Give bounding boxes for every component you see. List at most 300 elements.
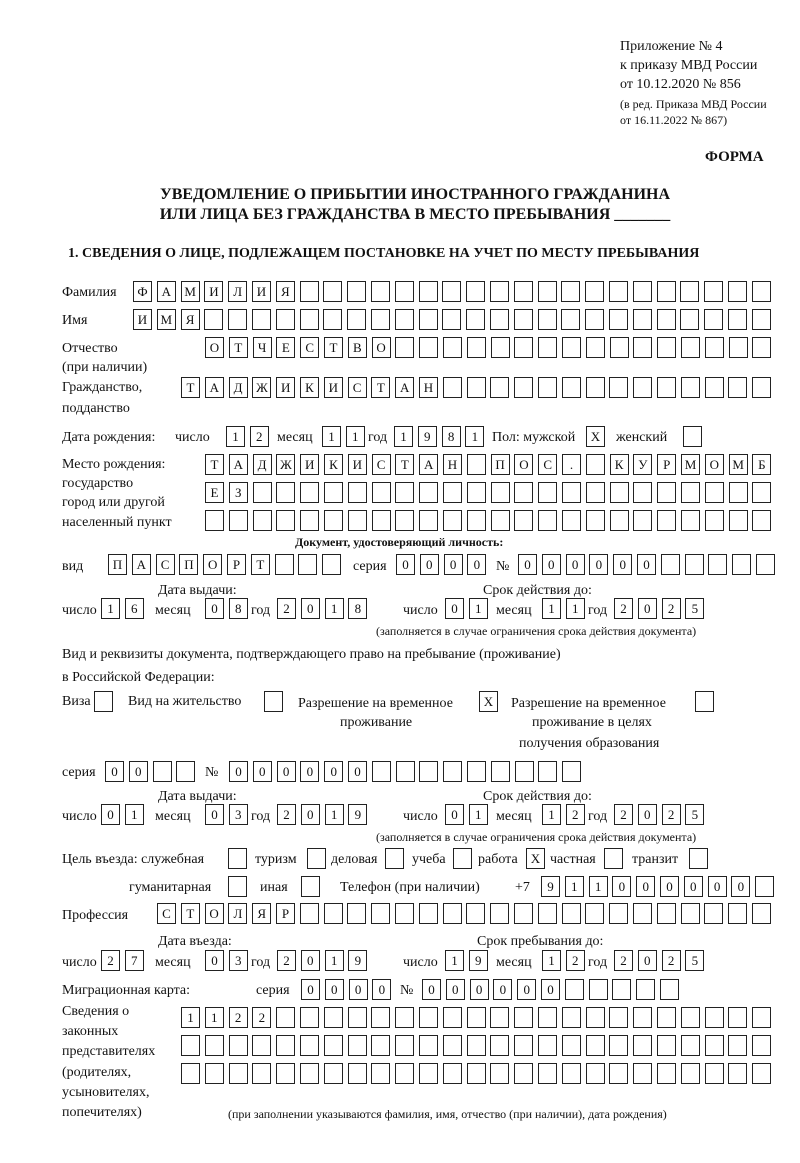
char-box[interactable]: X	[479, 691, 498, 712]
char-box[interactable]	[324, 1007, 343, 1028]
char-box[interactable]	[514, 903, 533, 924]
char-box[interactable]: О	[203, 554, 222, 575]
char-box[interactable]	[586, 510, 605, 531]
char-box[interactable]	[264, 691, 283, 712]
char-box[interactable]	[633, 309, 652, 330]
char-box[interactable]: 0	[470, 979, 489, 1000]
char-box[interactable]: 1	[325, 950, 344, 971]
char-box[interactable]	[728, 281, 747, 302]
char-box[interactable]: П	[108, 554, 127, 575]
char-box[interactable]: 0	[518, 554, 537, 575]
char-box[interactable]	[562, 761, 581, 782]
char-box[interactable]	[204, 309, 223, 330]
char-box[interactable]	[657, 1035, 676, 1056]
char-box[interactable]	[300, 903, 319, 924]
char-box[interactable]	[657, 337, 676, 358]
char-box[interactable]	[467, 337, 486, 358]
char-box[interactable]	[538, 482, 557, 503]
char-box[interactable]	[419, 510, 438, 531]
char-box[interactable]: 0	[372, 979, 391, 1000]
char-box[interactable]	[443, 510, 462, 531]
char-box[interactable]	[228, 876, 247, 897]
char-box[interactable]: Т	[371, 377, 390, 398]
char-box[interactable]: 1	[542, 804, 561, 825]
char-box[interactable]	[538, 337, 557, 358]
char-box[interactable]: Л	[228, 281, 247, 302]
char-box[interactable]	[419, 903, 438, 924]
char-box[interactable]: Р	[227, 554, 246, 575]
char-box[interactable]	[657, 510, 676, 531]
char-box[interactable]: 0	[445, 804, 464, 825]
char-box[interactable]: С	[156, 554, 175, 575]
char-box[interactable]: С	[538, 454, 557, 475]
char-box[interactable]	[490, 1007, 509, 1028]
char-box[interactable]	[252, 1035, 271, 1056]
char-box[interactable]	[253, 510, 272, 531]
char-box[interactable]: 1	[205, 1007, 224, 1028]
char-box[interactable]	[561, 281, 580, 302]
char-box[interactable]	[609, 281, 628, 302]
char-box[interactable]	[324, 1063, 343, 1084]
char-box[interactable]: 1	[125, 804, 144, 825]
char-box[interactable]	[300, 482, 319, 503]
char-box[interactable]	[695, 691, 714, 712]
char-box[interactable]: 0	[422, 979, 441, 1000]
char-box[interactable]	[562, 377, 581, 398]
char-box[interactable]	[490, 903, 509, 924]
char-box[interactable]: М	[181, 281, 200, 302]
char-box[interactable]: 0	[708, 876, 727, 897]
char-box[interactable]	[181, 1035, 200, 1056]
char-box[interactable]	[276, 309, 295, 330]
char-box[interactable]: 0	[229, 761, 248, 782]
char-box[interactable]	[589, 979, 608, 1000]
char-box[interactable]: 9	[469, 950, 488, 971]
char-box[interactable]	[705, 1063, 724, 1084]
char-box[interactable]	[467, 454, 486, 475]
char-box[interactable]	[443, 377, 462, 398]
char-box[interactable]: А	[395, 377, 414, 398]
char-box[interactable]	[443, 903, 462, 924]
char-box[interactable]: Я	[276, 281, 295, 302]
char-box[interactable]	[708, 554, 727, 575]
char-box[interactable]: В	[348, 337, 367, 358]
char-box[interactable]	[443, 482, 462, 503]
char-box[interactable]	[395, 482, 414, 503]
char-box[interactable]	[728, 903, 747, 924]
char-box[interactable]: 1	[589, 876, 608, 897]
char-box[interactable]: 1	[181, 1007, 200, 1028]
char-box[interactable]	[657, 482, 676, 503]
char-box[interactable]	[372, 761, 391, 782]
char-box[interactable]: 2	[229, 1007, 248, 1028]
char-box[interactable]: К	[300, 377, 319, 398]
char-box[interactable]: 0	[301, 598, 320, 619]
char-box[interactable]	[443, 1035, 462, 1056]
char-box[interactable]: 2	[662, 950, 681, 971]
char-box[interactable]	[538, 1007, 557, 1028]
char-box[interactable]	[729, 337, 748, 358]
char-box[interactable]: 2	[566, 804, 585, 825]
char-box[interactable]	[728, 377, 747, 398]
char-box[interactable]	[514, 337, 533, 358]
char-box[interactable]: О	[372, 337, 391, 358]
char-box[interactable]	[705, 337, 724, 358]
char-box[interactable]: Р	[657, 454, 676, 475]
char-box[interactable]	[395, 903, 414, 924]
char-box[interactable]	[490, 281, 509, 302]
char-box[interactable]	[680, 309, 699, 330]
char-box[interactable]	[490, 309, 509, 330]
char-box[interactable]	[538, 1063, 557, 1084]
char-box[interactable]	[467, 1007, 486, 1028]
char-box[interactable]: О	[205, 903, 224, 924]
char-box[interactable]	[491, 482, 510, 503]
char-box[interactable]	[466, 309, 485, 330]
char-box[interactable]: 0	[205, 950, 224, 971]
char-box[interactable]: И	[204, 281, 223, 302]
char-box[interactable]	[612, 979, 631, 1000]
char-box[interactable]	[419, 761, 438, 782]
char-box[interactable]: М	[157, 309, 176, 330]
char-box[interactable]: 0	[467, 554, 486, 575]
char-box[interactable]	[609, 377, 628, 398]
char-box[interactable]	[467, 761, 486, 782]
char-box[interactable]: 6	[125, 598, 144, 619]
char-box[interactable]: Б	[752, 454, 771, 475]
char-box[interactable]: Д	[229, 377, 248, 398]
char-box[interactable]: Т	[251, 554, 270, 575]
char-box[interactable]: X	[526, 848, 545, 869]
char-box[interactable]: Е	[276, 337, 295, 358]
char-box[interactable]	[633, 1007, 652, 1028]
char-box[interactable]	[181, 1063, 200, 1084]
char-box[interactable]: 0	[493, 979, 512, 1000]
char-box[interactable]	[562, 903, 581, 924]
char-box[interactable]: 0	[300, 761, 319, 782]
char-box[interactable]: Т	[395, 454, 414, 475]
char-box[interactable]	[490, 377, 509, 398]
char-box[interactable]: 0	[396, 554, 415, 575]
char-box[interactable]: 9	[348, 804, 367, 825]
char-box[interactable]: 5	[685, 804, 704, 825]
char-box[interactable]	[322, 554, 341, 575]
char-box[interactable]	[586, 1035, 605, 1056]
char-box[interactable]	[205, 510, 224, 531]
char-box[interactable]	[371, 309, 390, 330]
char-box[interactable]: 0	[277, 761, 296, 782]
char-box[interactable]	[491, 337, 510, 358]
char-box[interactable]: 1	[566, 598, 585, 619]
char-box[interactable]	[752, 281, 771, 302]
char-box[interactable]	[586, 377, 605, 398]
char-box[interactable]	[300, 1035, 319, 1056]
char-box[interactable]: 0	[541, 979, 560, 1000]
char-box[interactable]	[538, 903, 557, 924]
char-box[interactable]	[538, 309, 557, 330]
char-box[interactable]	[752, 482, 771, 503]
char-box[interactable]: 5	[685, 598, 704, 619]
char-box[interactable]	[348, 510, 367, 531]
char-box[interactable]: 0	[349, 979, 368, 1000]
char-box[interactable]: 1	[469, 804, 488, 825]
char-box[interactable]	[538, 377, 557, 398]
char-box[interactable]	[275, 554, 294, 575]
char-box[interactable]	[229, 510, 248, 531]
char-box[interactable]	[514, 377, 533, 398]
char-box[interactable]: 0	[101, 804, 120, 825]
char-box[interactable]	[729, 510, 748, 531]
char-box[interactable]	[633, 510, 652, 531]
char-box[interactable]	[348, 1063, 367, 1084]
char-box[interactable]	[490, 1035, 509, 1056]
char-box[interactable]	[689, 848, 708, 869]
char-box[interactable]: Ф	[133, 281, 152, 302]
char-box[interactable]: Н	[419, 377, 438, 398]
char-box[interactable]: Н	[443, 454, 462, 475]
char-box[interactable]	[396, 761, 415, 782]
char-box[interactable]	[657, 903, 676, 924]
char-box[interactable]	[276, 1063, 295, 1084]
char-box[interactable]	[609, 903, 628, 924]
char-box[interactable]	[565, 979, 584, 1000]
char-box[interactable]: О	[205, 337, 224, 358]
char-box[interactable]: 1	[465, 426, 484, 447]
char-box[interactable]	[348, 482, 367, 503]
char-box[interactable]	[205, 1063, 224, 1084]
char-box[interactable]	[685, 554, 704, 575]
char-box[interactable]: 1	[101, 598, 120, 619]
char-box[interactable]: И	[348, 454, 367, 475]
char-box[interactable]	[228, 309, 247, 330]
char-box[interactable]: 0	[566, 554, 585, 575]
char-box[interactable]	[371, 1035, 390, 1056]
char-box[interactable]	[705, 1035, 724, 1056]
char-box[interactable]	[681, 1063, 700, 1084]
char-box[interactable]: 7	[125, 950, 144, 971]
char-box[interactable]	[728, 309, 747, 330]
char-box[interactable]	[732, 554, 751, 575]
char-box[interactable]: 0	[205, 804, 224, 825]
char-box[interactable]	[276, 482, 295, 503]
char-box[interactable]: 0	[324, 761, 343, 782]
char-box[interactable]	[610, 337, 629, 358]
char-box[interactable]	[661, 554, 680, 575]
char-box[interactable]: 2	[277, 598, 296, 619]
char-box[interactable]	[419, 281, 438, 302]
char-box[interactable]: А	[157, 281, 176, 302]
char-box[interactable]	[419, 309, 438, 330]
char-box[interactable]	[657, 281, 676, 302]
char-box[interactable]: 0	[638, 598, 657, 619]
char-box[interactable]	[443, 337, 462, 358]
char-box[interactable]: 1	[542, 950, 561, 971]
char-box[interactable]: 0	[612, 876, 631, 897]
char-box[interactable]: Л	[228, 903, 247, 924]
char-box[interactable]	[633, 1035, 652, 1056]
char-box[interactable]	[538, 1035, 557, 1056]
char-box[interactable]	[704, 309, 723, 330]
char-box[interactable]	[300, 510, 319, 531]
char-box[interactable]	[514, 1063, 533, 1084]
char-box[interactable]	[585, 903, 604, 924]
char-box[interactable]: 2	[252, 1007, 271, 1028]
char-box[interactable]	[681, 377, 700, 398]
char-box[interactable]: Т	[181, 903, 200, 924]
char-box[interactable]	[443, 1063, 462, 1084]
char-box[interactable]	[395, 510, 414, 531]
char-box[interactable]	[419, 337, 438, 358]
char-box[interactable]	[324, 510, 343, 531]
char-box[interactable]: 0	[325, 979, 344, 1000]
char-box[interactable]	[514, 482, 533, 503]
char-box[interactable]: X	[586, 426, 605, 447]
char-box[interactable]	[609, 309, 628, 330]
char-box[interactable]	[419, 1035, 438, 1056]
char-box[interactable]	[300, 309, 319, 330]
char-box[interactable]	[633, 482, 652, 503]
char-box[interactable]	[609, 1035, 628, 1056]
char-box[interactable]: 5	[685, 950, 704, 971]
char-box[interactable]: А	[419, 454, 438, 475]
char-box[interactable]	[491, 510, 510, 531]
char-box[interactable]: Я	[252, 903, 271, 924]
char-box[interactable]: 0	[444, 554, 463, 575]
char-box[interactable]	[442, 281, 461, 302]
char-box[interactable]	[586, 1007, 605, 1028]
char-box[interactable]	[538, 510, 557, 531]
char-box[interactable]	[610, 510, 629, 531]
char-box[interactable]: 2	[250, 426, 269, 447]
char-box[interactable]	[419, 1007, 438, 1028]
char-box[interactable]	[228, 848, 247, 869]
char-box[interactable]	[609, 1007, 628, 1028]
char-box[interactable]: 1	[325, 804, 344, 825]
char-box[interactable]: К	[324, 454, 343, 475]
char-box[interactable]	[538, 761, 557, 782]
char-box[interactable]	[752, 510, 771, 531]
char-box[interactable]	[467, 1063, 486, 1084]
char-box[interactable]: 8	[229, 598, 248, 619]
char-box[interactable]	[371, 903, 390, 924]
char-box[interactable]: 0	[129, 761, 148, 782]
char-box[interactable]	[752, 1007, 771, 1028]
char-box[interactable]	[467, 1035, 486, 1056]
char-box[interactable]	[633, 281, 652, 302]
char-box[interactable]	[153, 761, 172, 782]
char-box[interactable]	[705, 510, 724, 531]
char-box[interactable]	[372, 510, 391, 531]
char-box[interactable]	[395, 1063, 414, 1084]
char-box[interactable]	[229, 1063, 248, 1084]
char-box[interactable]	[453, 848, 472, 869]
char-box[interactable]: 0	[445, 598, 464, 619]
char-box[interactable]	[466, 903, 485, 924]
char-box[interactable]	[633, 903, 652, 924]
char-box[interactable]	[681, 482, 700, 503]
char-box[interactable]: 2	[614, 950, 633, 971]
char-box[interactable]: М	[729, 454, 748, 475]
char-box[interactable]	[704, 903, 723, 924]
char-box[interactable]	[657, 377, 676, 398]
char-box[interactable]	[348, 1035, 367, 1056]
char-box[interactable]: 0	[105, 761, 124, 782]
char-box[interactable]: 1	[394, 426, 413, 447]
char-box[interactable]	[276, 1035, 295, 1056]
char-box[interactable]: 0	[660, 876, 679, 897]
char-box[interactable]: 2	[614, 598, 633, 619]
char-box[interactable]: 0	[542, 554, 561, 575]
char-box[interactable]: Ж	[276, 454, 295, 475]
char-box[interactable]	[490, 1063, 509, 1084]
char-box[interactable]: 1	[325, 598, 344, 619]
char-box[interactable]	[300, 1063, 319, 1084]
char-box[interactable]	[562, 337, 581, 358]
char-box[interactable]	[514, 1007, 533, 1028]
char-box[interactable]: 1	[346, 426, 365, 447]
char-box[interactable]	[395, 309, 414, 330]
char-box[interactable]	[395, 337, 414, 358]
char-box[interactable]	[324, 1035, 343, 1056]
char-box[interactable]	[419, 482, 438, 503]
char-box[interactable]: О	[514, 454, 533, 475]
char-box[interactable]: А	[132, 554, 151, 575]
char-box[interactable]	[515, 761, 534, 782]
char-box[interactable]	[752, 309, 771, 330]
char-box[interactable]	[752, 1035, 771, 1056]
char-box[interactable]	[491, 761, 510, 782]
char-box[interactable]	[514, 281, 533, 302]
char-box[interactable]	[562, 1063, 581, 1084]
char-box[interactable]	[371, 281, 390, 302]
char-box[interactable]	[562, 1035, 581, 1056]
char-box[interactable]: И	[300, 454, 319, 475]
char-box[interactable]	[205, 1035, 224, 1056]
char-box[interactable]	[324, 903, 343, 924]
char-box[interactable]: 0	[636, 876, 655, 897]
char-box[interactable]	[229, 1035, 248, 1056]
char-box[interactable]: С	[372, 454, 391, 475]
char-box[interactable]: И	[276, 377, 295, 398]
char-box[interactable]: 1	[322, 426, 341, 447]
char-box[interactable]	[395, 1007, 414, 1028]
char-box[interactable]	[514, 510, 533, 531]
char-box[interactable]: 2	[101, 950, 120, 971]
char-box[interactable]: 2	[614, 804, 633, 825]
char-box[interactable]	[610, 482, 629, 503]
char-box[interactable]: 3	[229, 950, 248, 971]
char-box[interactable]	[372, 482, 391, 503]
char-box[interactable]	[298, 554, 317, 575]
char-box[interactable]	[323, 309, 342, 330]
char-box[interactable]	[586, 454, 605, 475]
char-box[interactable]: 1	[445, 950, 464, 971]
char-box[interactable]: 1	[565, 876, 584, 897]
char-box[interactable]	[562, 510, 581, 531]
char-box[interactable]: 0	[731, 876, 750, 897]
char-box[interactable]: С	[348, 377, 367, 398]
char-box[interactable]: Ж	[252, 377, 271, 398]
char-box[interactable]	[704, 281, 723, 302]
char-box[interactable]	[705, 377, 724, 398]
char-box[interactable]	[300, 281, 319, 302]
char-box[interactable]	[633, 337, 652, 358]
char-box[interactable]	[176, 761, 195, 782]
char-box[interactable]	[443, 1007, 462, 1028]
char-box[interactable]: С	[300, 337, 319, 358]
char-box[interactable]: 0	[253, 761, 272, 782]
char-box[interactable]	[681, 1035, 700, 1056]
